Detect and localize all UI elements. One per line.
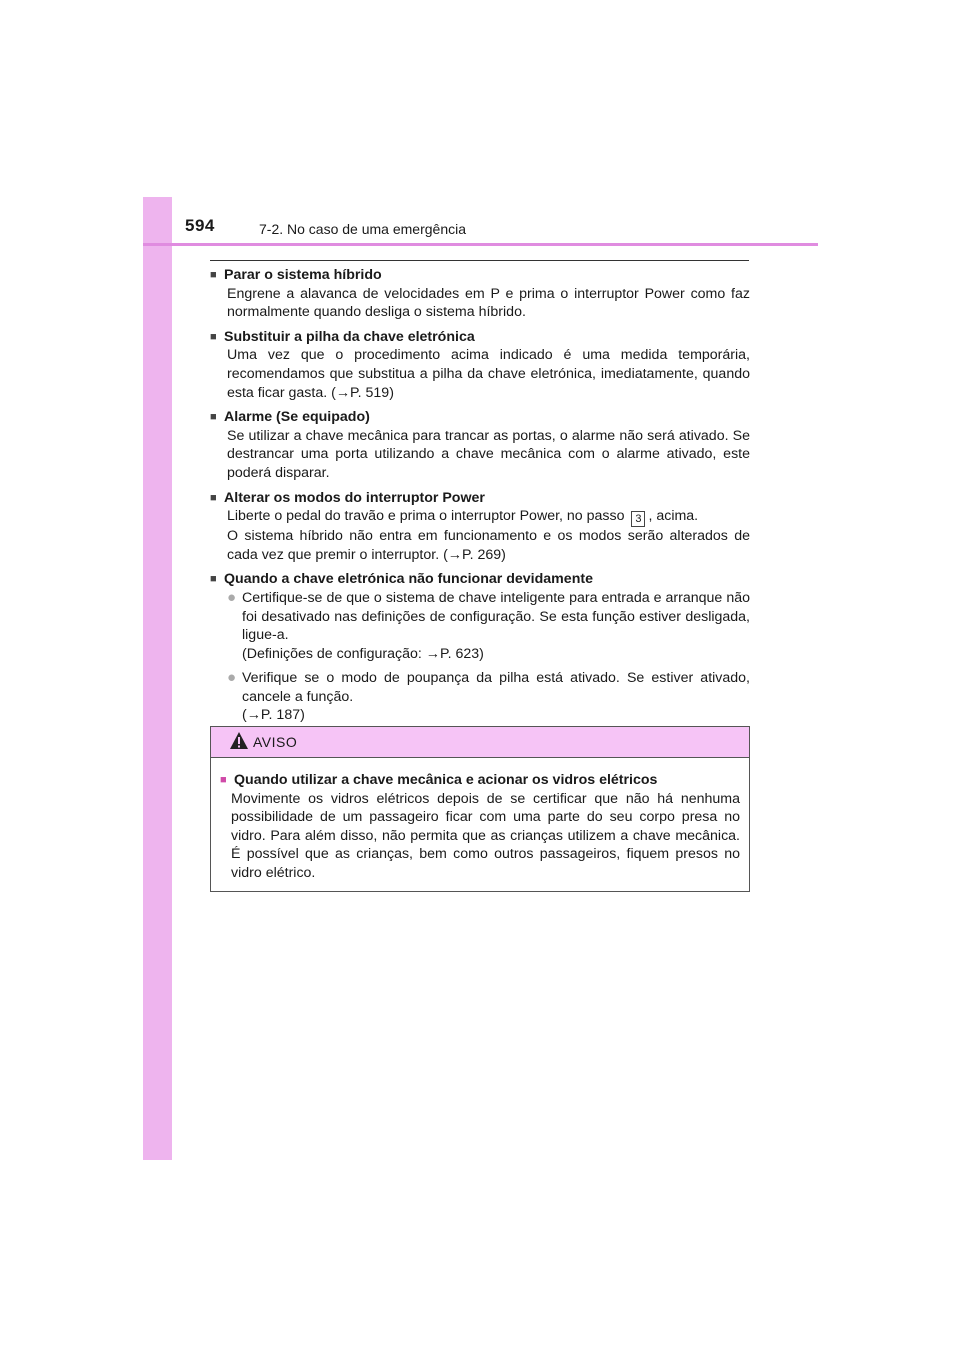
section-body: Se utilizar a chave mecânica para trancar as portas, o alarme não será ativado. Se destrancar uma porta utilizando a chave mecânica com o alarme ativado, este poderá disparar.: [227, 427, 750, 481]
section-power-modes: [210, 489, 750, 565]
round-bullet-icon: ●: [227, 588, 237, 606]
square-bullet-icon: ■: [210, 573, 217, 586]
main-content: [210, 266, 750, 731]
warning-body: [211, 758, 749, 883]
step-number-box: 3: [631, 511, 645, 527]
square-bullet-icon: ■: [220, 774, 227, 786]
square-bullet-icon: ■: [210, 330, 217, 343]
section-title: ■ Quando a chave eletrónica não funcionar devidamente: [210, 571, 593, 588]
section-stop-hybrid: [210, 266, 750, 322]
header-rule: [143, 243, 818, 246]
square-bullet-icon: ■: [210, 269, 217, 281]
section-body: O sistema híbrido não entra em funcionamento e os modos serão alterados de cada vez que premir o interruptor. (→P. 269): [227, 528, 750, 563]
round-bullet-icon: ●: [227, 669, 237, 687]
content-top-rule: [210, 260, 749, 261]
section-title: ■ Alterar os modos do interruptor Power: [210, 489, 485, 506]
square-bullet-icon: ■: [210, 411, 217, 424]
warning-title: ■ Quando utilizar a chave mecânica e acionar os vidros elétricos: [220, 772, 658, 788]
warning-text: Movimente os vidros elétricos depois de se certificar que não há nenhuma possibilidade de um passageiro ficar com uma parte do seu corpo presa no vidro. Para além disso, não permita que as crianças utilizem a chave mecânica. É possível que as crianças, bem como outros passageiros, fiquem presos no vidro elétrico.: [231, 790, 740, 881]
warning-triangle-icon: [229, 731, 249, 750]
warning-header: [211, 727, 749, 758]
section-title: ■ Alarme (Se equipado): [210, 409, 370, 426]
list-item: ● Certifique-se de que o sistema de chave inteligente para entrada e arranque não foi desativado nas definições de configuração. Se esta função estiver desligada, ligue-a. (Definições de configuração: →P. 623): [227, 588, 750, 662]
side-tab-bar: [143, 197, 172, 1160]
list-item: ● Verifique se o modo de poupança da pilha está ativado. Se estiver ativado, cancele a função. (→P. 187): [227, 669, 750, 724]
section-key-malfunction: [210, 570, 750, 725]
page-number: 594: [185, 216, 215, 235]
warning-label: AVISO: [253, 734, 298, 750]
section-title: ■ Substituir a pilha da chave eletrónica: [210, 328, 475, 345]
section-body: Engrene a alavanca de velocidades em P e prima o interruptor Power como faz normalmente quando desliga o sistema híbrido.: [227, 285, 750, 321]
section-replace-battery: [210, 328, 750, 402]
square-bullet-icon: ■: [210, 491, 217, 504]
warning-box: [210, 726, 750, 892]
section-body: Liberte o pedal do travão e prima o interruptor Power, no passo 3 , acima.: [227, 508, 699, 526]
section-body: Uma vez que o procedimento acima indicado é uma medida temporária, recomendamos que substitua a pilha da chave eletrónica, imediatamente, quando esta ficar gasta. (→P. 519): [227, 347, 750, 401]
section-title: ■ Parar o sistema híbrido: [210, 267, 382, 283]
section-alarm: [210, 408, 750, 482]
chapter-title: 7-2. No caso de uma emergência: [259, 221, 466, 237]
